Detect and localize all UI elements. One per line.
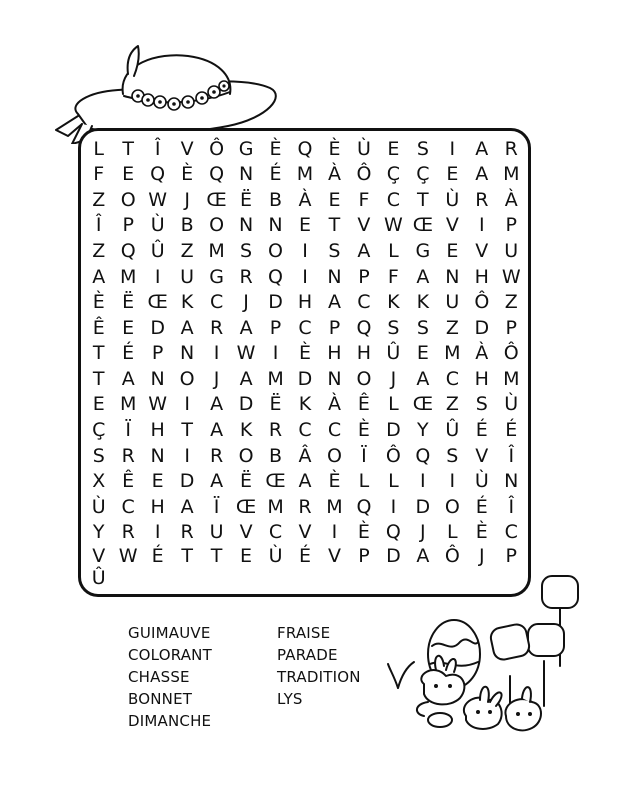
easter-treats-illustration [384, 566, 584, 746]
grid-letter-cell[interactable]: A [239, 316, 253, 339]
grid-letter-cell[interactable]: E [240, 545, 253, 567]
grid-letter-cell[interactable]: D [386, 418, 401, 441]
grid-letter-cell[interactable]: I [449, 470, 456, 493]
grid-letter-cell[interactable]: Î [508, 444, 515, 467]
grid-letter-cell[interactable]: Q [415, 444, 431, 467]
grid-letter-cell[interactable]: A [210, 470, 224, 493]
grid-letter-cell[interactable]: M [119, 393, 137, 416]
grid-letter-cell[interactable]: A [416, 545, 430, 567]
grid-letter-cell[interactable]: X [92, 470, 106, 493]
grid-letter-cell[interactable]: R [121, 444, 135, 467]
grid-letter-cell[interactable]: C [327, 418, 342, 441]
grid-letter-cell[interactable]: Ë [122, 291, 135, 314]
grid-letter-cell[interactable]: C [357, 291, 371, 314]
grid-letter-cell[interactable]: O [238, 444, 254, 467]
word-search-grid[interactable] [84, 136, 526, 589]
grid-letter-cell[interactable]: O [268, 240, 284, 263]
grid-letter-cell[interactable]: L [388, 470, 399, 493]
grid-letter-cell[interactable]: À [504, 188, 518, 211]
grid-letter-cell[interactable]: A [239, 367, 253, 390]
grid-letter-cell[interactable]: À [475, 342, 489, 365]
grid-letter-cell[interactable]: R [209, 444, 224, 467]
grid-letter-cell[interactable]: J [420, 521, 426, 544]
grid-letter-cell[interactable]: A [298, 470, 312, 493]
grid-letter-cell[interactable]: W [148, 188, 168, 211]
grid-letter-cell[interactable]: Z [92, 240, 106, 263]
grid-letter-cell[interactable]: C [386, 188, 401, 211]
grid-letter-cell[interactable]: P [505, 545, 517, 567]
grid-letter-cell[interactable]: S [475, 393, 488, 416]
grid-letter-cell[interactable]: T [122, 137, 134, 160]
grid-letter-cell[interactable]: C [504, 521, 518, 544]
grid-letter-cell[interactable]: B [180, 214, 194, 237]
grid-letter-cell[interactable]: L [447, 521, 458, 544]
grid-letter-cell[interactable]: V [180, 137, 194, 160]
grid-letter-cell[interactable]: H [474, 367, 489, 390]
grid-letter-cell[interactable]: N [445, 265, 460, 288]
grid-letter-cell[interactable]: U [445, 291, 460, 314]
grid-letter-cell[interactable]: R [121, 521, 135, 544]
grid-letter-cell[interactable]: A [416, 367, 430, 390]
grid-letter-cell[interactable]: Ô [356, 163, 372, 186]
grid-letter-cell[interactable]: É [151, 545, 164, 567]
grid-letter-cell[interactable]: A [475, 137, 489, 160]
grid-letter-cell[interactable]: É [122, 342, 135, 365]
grid-letter-cell[interactable]: Œ [235, 495, 257, 518]
grid-letter-cell[interactable]: E [416, 342, 429, 365]
grid-letter-cell[interactable]: C [445, 367, 459, 390]
grid-letter-cell[interactable]: A [357, 240, 371, 263]
grid-letter-cell[interactable]: V [475, 240, 489, 263]
grid-letter-cell[interactable]: C [298, 316, 312, 339]
grid-letter-cell[interactable]: Ù [356, 137, 371, 160]
grid-letter-cell[interactable]: L [388, 240, 399, 263]
grid-letter-cell[interactable]: G [415, 240, 431, 263]
grid-letter-cell[interactable]: Ê [92, 316, 105, 339]
grid-letter-cell[interactable]: F [93, 163, 105, 186]
word-list-column-2 [277, 622, 361, 710]
word-list-column-1 [128, 622, 212, 732]
grid-letter-cell[interactable]: K [180, 291, 194, 314]
grid-letter-cell[interactable]: P [151, 342, 164, 365]
grid-letter-cell[interactable]: J [184, 188, 190, 211]
grid-letter-cell[interactable]: Ù [150, 214, 165, 237]
grid-letter-cell[interactable]: K [416, 291, 430, 314]
grid-letter-cell[interactable]: Ô [209, 137, 225, 160]
grid-letter-cell[interactable]: E [92, 393, 105, 416]
grid-letter-cell[interactable]: Ë [240, 188, 253, 211]
grid-letter-cell[interactable]: I [154, 521, 161, 544]
word-list-item: GUIMAUVE [128, 624, 211, 642]
grid-letter-cell[interactable]: K [298, 393, 312, 416]
grid-letter-cell[interactable]: Œ [265, 470, 286, 493]
grid-letter-cell[interactable]: R [209, 316, 224, 339]
grid-letter-cell[interactable]: Î [95, 214, 102, 237]
grid-letter-cell[interactable]: L [358, 470, 370, 493]
grid-letter-cell[interactable]: A [416, 265, 430, 288]
grid-letter-cell[interactable]: S [328, 240, 341, 263]
grid-letter-cell[interactable]: Q [209, 163, 225, 186]
grid-letter-cell[interactable]: D [297, 367, 313, 390]
grid-letter-cell[interactable]: I [390, 495, 397, 518]
grid-letter-cell[interactable]: Ç [92, 418, 106, 441]
grid-letter-cell[interactable]: R [504, 137, 518, 160]
grid-letter-cell[interactable]: S [416, 316, 429, 339]
word-list-item: TRADITION [277, 668, 361, 686]
grid-letter-cell[interactable]: M [267, 367, 284, 390]
grid-letter-cell[interactable]: È [475, 521, 488, 544]
grid-letter-cell[interactable]: U [504, 240, 519, 263]
grid-letter-cell[interactable]: Û [386, 342, 401, 365]
grid-letter-cell[interactable]: W [118, 545, 138, 567]
grid-letter-cell[interactable]: È [181, 163, 194, 186]
grid-letter-cell[interactable]: Ù [474, 470, 489, 493]
grid-letter-cell[interactable]: O [209, 214, 225, 237]
grid-letter-cell[interactable]: M [267, 495, 284, 518]
grid-letter-cell[interactable]: N [327, 367, 342, 390]
grid-letter-cell[interactable]: Œ [206, 188, 227, 211]
grid-letter-cell[interactable]: W [148, 393, 168, 416]
grid-letter-cell[interactable]: I [272, 342, 279, 365]
grid-letter-cell[interactable]: Œ [412, 214, 434, 237]
grid-letter-cell[interactable]: Ë [269, 393, 282, 416]
grid-letter-cell[interactable]: V [239, 521, 253, 544]
grid-letter-cell[interactable]: I [302, 240, 308, 263]
grid-letter-cell[interactable]: O [120, 188, 136, 211]
grid-letter-cell[interactable]: E [122, 316, 135, 339]
grid-letter-cell[interactable]: Œ [147, 291, 168, 314]
word-list-item: PARADE [277, 646, 338, 664]
grid-letter-cell[interactable]: M [444, 342, 461, 365]
grid-letter-cell[interactable]: P [505, 316, 517, 339]
grid-letter-cell[interactable]: M [503, 367, 520, 390]
grid-letter-cell[interactable]: Ù [268, 545, 283, 567]
grid-letter-cell[interactable]: C [268, 521, 283, 544]
grid-letter-cell[interactable]: D [474, 316, 490, 339]
grid-letter-cell[interactable]: M [503, 163, 520, 186]
grid-letter-cell[interactable]: É [505, 418, 518, 441]
grid-letter-cell[interactable]: M [119, 265, 137, 288]
grid-letter-cell[interactable]: I [478, 214, 485, 237]
grid-letter-cell[interactable]: J [390, 367, 397, 390]
grid-letter-cell[interactable]: É [475, 495, 488, 518]
grid-letter-cell[interactable]: I [420, 470, 426, 493]
grid-letter-cell[interactable]: P [269, 316, 282, 339]
grid-letter-cell[interactable]: Ù [91, 495, 106, 518]
grid-letter-cell[interactable]: A [327, 291, 341, 314]
grid-letter-cell[interactable]: W [501, 265, 521, 288]
grid-letter-cell[interactable]: P [358, 265, 370, 288]
grid-letter-cell[interactable]: R [298, 495, 312, 518]
grid-letter-cell[interactable]: N [268, 214, 283, 237]
grid-letter-cell[interactable]: Q [150, 163, 166, 186]
grid-letter-cell[interactable]: A [210, 393, 224, 416]
grid-letter-cell[interactable]: E [151, 470, 164, 493]
grid-letter-cell[interactable]: Z [92, 188, 106, 211]
grid-letter-cell[interactable]: E [446, 163, 459, 186]
grid-letter-cell[interactable]: Q [297, 137, 313, 160]
grid-letter-cell[interactable]: È [328, 137, 341, 160]
grid-letter-cell[interactable]: P [122, 214, 134, 237]
grid-letter-cell[interactable]: S [416, 137, 429, 160]
grid-letter-cell[interactable]: O [356, 367, 372, 390]
grid-letter-cell[interactable]: Ô [474, 291, 490, 314]
grid-letter-cell[interactable]: Û [445, 418, 460, 441]
grid-letter-cell[interactable]: I [302, 265, 308, 288]
grid-letter-cell[interactable]: À [327, 163, 341, 186]
grid-letter-cell[interactable]: È [298, 342, 311, 365]
grid-letter-cell[interactable]: T [181, 545, 193, 567]
grid-letter-cell[interactable]: K [387, 291, 400, 314]
word-list-item: DIMANCHE [128, 712, 212, 730]
grid-letter-cell[interactable]: Ï [125, 418, 131, 441]
grid-letter-cell[interactable]: I [331, 521, 338, 544]
grid-letter-cell[interactable]: E [328, 188, 341, 211]
grid-letter-cell[interactable]: S [240, 240, 253, 263]
grid-letter-cell[interactable]: N [180, 342, 195, 365]
grid-letter-cell[interactable]: N [327, 265, 342, 288]
grid-letter-cell[interactable]: E [122, 163, 135, 186]
grid-letter-cell[interactable]: Ô [385, 444, 401, 467]
grid-letter-cell[interactable]: H [327, 342, 342, 365]
grid-letter-cell[interactable]: E [298, 214, 311, 237]
grid-letter-cell[interactable]: À [327, 393, 341, 416]
grid-letter-cell[interactable]: V [445, 214, 459, 237]
grid-letter-cell[interactable]: È [92, 291, 105, 314]
grid-letter-cell[interactable]: A [180, 316, 194, 339]
grid-letter-cell[interactable]: C [121, 495, 135, 518]
grid-letter-cell[interactable]: I [184, 393, 190, 416]
grid-letter-cell[interactable]: Q [356, 495, 372, 518]
grid-letter-cell[interactable]: V [357, 214, 371, 237]
grid-letter-cell[interactable]: T [328, 214, 341, 237]
grid-letter-cell[interactable]: Q [385, 521, 401, 544]
grid-letter-cell[interactable]: T [92, 367, 105, 390]
grid-letter-cell[interactable]: Z [504, 291, 518, 314]
grid-letter-cell[interactable]: É [475, 418, 488, 441]
grid-letter-cell[interactable]: Q [356, 316, 372, 339]
grid-letter-cell[interactable]: H [356, 342, 372, 365]
grid-letter-cell[interactable]: F [358, 188, 370, 211]
grid-letter-cell[interactable]: O [444, 495, 460, 518]
grid-letter-cell[interactable]: E [387, 137, 400, 160]
grid-letter-cell[interactable]: C [298, 418, 312, 441]
grid-letter-cell[interactable]: P [505, 214, 517, 237]
grid-letter-cell[interactable]: Ï [361, 444, 367, 467]
grid-letter-cell[interactable]: C [209, 291, 224, 314]
grid-letter-cell[interactable]: P [358, 545, 370, 567]
grid-letter-cell[interactable]: À [298, 188, 312, 211]
grid-letter-cell[interactable]: Ç [386, 163, 401, 186]
grid-letter-cell[interactable]: T [92, 342, 105, 365]
grid-letter-cell[interactable]: È [328, 470, 341, 493]
grid-letter-cell[interactable]: N [504, 470, 519, 493]
grid-letter-cell[interactable]: Œ [412, 393, 434, 416]
grid-letter-cell[interactable]: Û [150, 240, 165, 263]
grid-letter-cell[interactable]: J [478, 545, 485, 567]
grid-letter-cell[interactable]: R [268, 418, 283, 441]
grid-letter-cell[interactable]: O [326, 444, 342, 467]
grid-letter-cell[interactable]: A [210, 418, 224, 441]
grid-letter-cell[interactable]: D [150, 316, 165, 339]
grid-letter-cell[interactable]: Z [180, 240, 194, 263]
grid-letter-cell[interactable]: Î [154, 137, 161, 160]
word-list-item: COLORANT [128, 646, 212, 664]
grid-letter-cell[interactable]: Y [92, 521, 105, 544]
grid-letter-cell[interactable]: B [269, 188, 283, 211]
grid-letter-cell[interactable]: N [238, 214, 254, 237]
grid-letter-cell[interactable]: S [387, 316, 400, 339]
grid-letter-cell[interactable]: É [298, 545, 311, 567]
word-list-item: BONNET [128, 690, 193, 708]
grid-letter-cell[interactable]: R [239, 265, 253, 288]
grid-letter-cell[interactable]: Ù [504, 393, 519, 416]
grid-letter-cell[interactable]: W [236, 342, 256, 365]
grid-letter-cell[interactable]: Q [268, 265, 284, 288]
grid-letter-cell[interactable]: I [184, 444, 190, 467]
grid-letter-cell[interactable]: J [243, 291, 249, 314]
grid-letter-cell[interactable]: Ê [122, 470, 135, 493]
grid-letter-cell[interactable]: M [326, 495, 343, 518]
grid-letter-cell[interactable]: Â [298, 444, 312, 467]
grid-letter-cell[interactable]: D [415, 495, 431, 518]
grid-letter-cell[interactable]: Û [91, 567, 106, 589]
grid-letter-cell[interactable]: G [238, 137, 254, 160]
grid-letter-cell[interactable]: E [446, 240, 459, 263]
grid-letter-cell[interactable]: H [474, 265, 489, 288]
grid-letter-cell[interactable]: R [475, 188, 489, 211]
grid-letter-cell[interactable]: V [475, 444, 489, 467]
word-list-item: LYS [277, 690, 303, 708]
grid-letter-cell[interactable]: Ë [240, 470, 253, 493]
grid-letter-cell[interactable]: Î [508, 495, 515, 518]
grid-letter-cell[interactable]: V [327, 545, 341, 567]
grid-letter-cell[interactable]: Z [445, 393, 459, 416]
grid-letter-cell[interactable]: P [328, 316, 341, 339]
grid-letter-cell[interactable]: M [208, 240, 225, 263]
grid-letter-cell[interactable]: È [357, 418, 370, 441]
grid-letter-cell[interactable]: Y [417, 418, 429, 441]
grid-letter-cell[interactable]: I [154, 265, 161, 288]
grid-letter-cell[interactable]: A [121, 367, 135, 390]
grid-letter-cell[interactable]: U [180, 265, 195, 288]
grid-letter-cell[interactable]: Ô [444, 545, 460, 567]
grid-letter-cell[interactable]: V [92, 545, 106, 567]
grid-letter-cell[interactable]: T [210, 545, 223, 567]
grid-letter-cell[interactable]: J [213, 367, 220, 390]
grid-letter-cell[interactable]: M [296, 163, 314, 186]
grid-letter-cell[interactable]: A [475, 163, 489, 186]
grid-letter-cell[interactable]: T [181, 418, 193, 441]
grid-letter-cell[interactable]: H [150, 418, 165, 441]
grid-letter-cell[interactable]: É [269, 163, 282, 186]
grid-letter-cell[interactable]: D [238, 393, 254, 416]
grid-letter-cell[interactable]: U [209, 521, 224, 544]
grid-letter-cell[interactable]: K [239, 418, 253, 441]
grid-letter-cell[interactable]: N [238, 163, 254, 186]
grid-letter-cell[interactable]: L [388, 393, 399, 416]
word-list-item: FRAISE [277, 624, 331, 642]
grid-letter-cell[interactable]: H [297, 291, 313, 314]
grid-letter-cell[interactable]: D [268, 291, 283, 314]
grid-letter-cell[interactable]: L [93, 137, 105, 160]
grid-letter-cell[interactable]: A [180, 495, 194, 518]
grid-letter-cell[interactable]: T [417, 188, 429, 211]
grid-letter-cell[interactable]: H [150, 495, 165, 518]
grid-letter-cell[interactable]: Ô [503, 342, 519, 365]
grid-letter-cell[interactable]: N [150, 444, 165, 467]
grid-letter-cell[interactable]: B [269, 444, 283, 467]
grid-letter-cell[interactable]: S [446, 444, 459, 467]
grid-letter-cell[interactable]: I [449, 137, 456, 160]
grid-letter-cell[interactable]: F [387, 265, 399, 288]
grid-letter-cell[interactable]: W [383, 214, 403, 237]
grid-letter-cell[interactable]: Q [120, 240, 136, 263]
grid-letter-cell[interactable]: V [298, 521, 312, 544]
grid-letter-cell[interactable]: G [209, 265, 224, 288]
grid-letter-cell[interactable]: D [179, 470, 195, 493]
word-list-item: CHASSE [128, 668, 190, 686]
grid-letter-cell[interactable]: È [269, 137, 282, 160]
grid-letter-cell[interactable]: A [92, 265, 106, 288]
grid-letter-cell[interactable]: D [386, 545, 401, 567]
grid-letter-cell[interactable]: Ç [416, 163, 430, 186]
grid-letter-cell[interactable]: R [180, 521, 194, 544]
grid-letter-cell[interactable]: È [357, 521, 370, 544]
grid-letter-cell[interactable]: I [213, 342, 220, 365]
grid-letter-cell[interactable]: Ê [357, 393, 370, 416]
grid-letter-cell[interactable]: N [150, 367, 165, 390]
grid-letter-cell[interactable]: Ù [445, 188, 460, 211]
grid-letter-cell[interactable]: Z [445, 316, 459, 339]
grid-letter-cell[interactable]: S [92, 444, 105, 467]
grid-letter-cell[interactable]: O [179, 367, 195, 390]
grid-letter-cell[interactable]: Ï [213, 495, 220, 518]
